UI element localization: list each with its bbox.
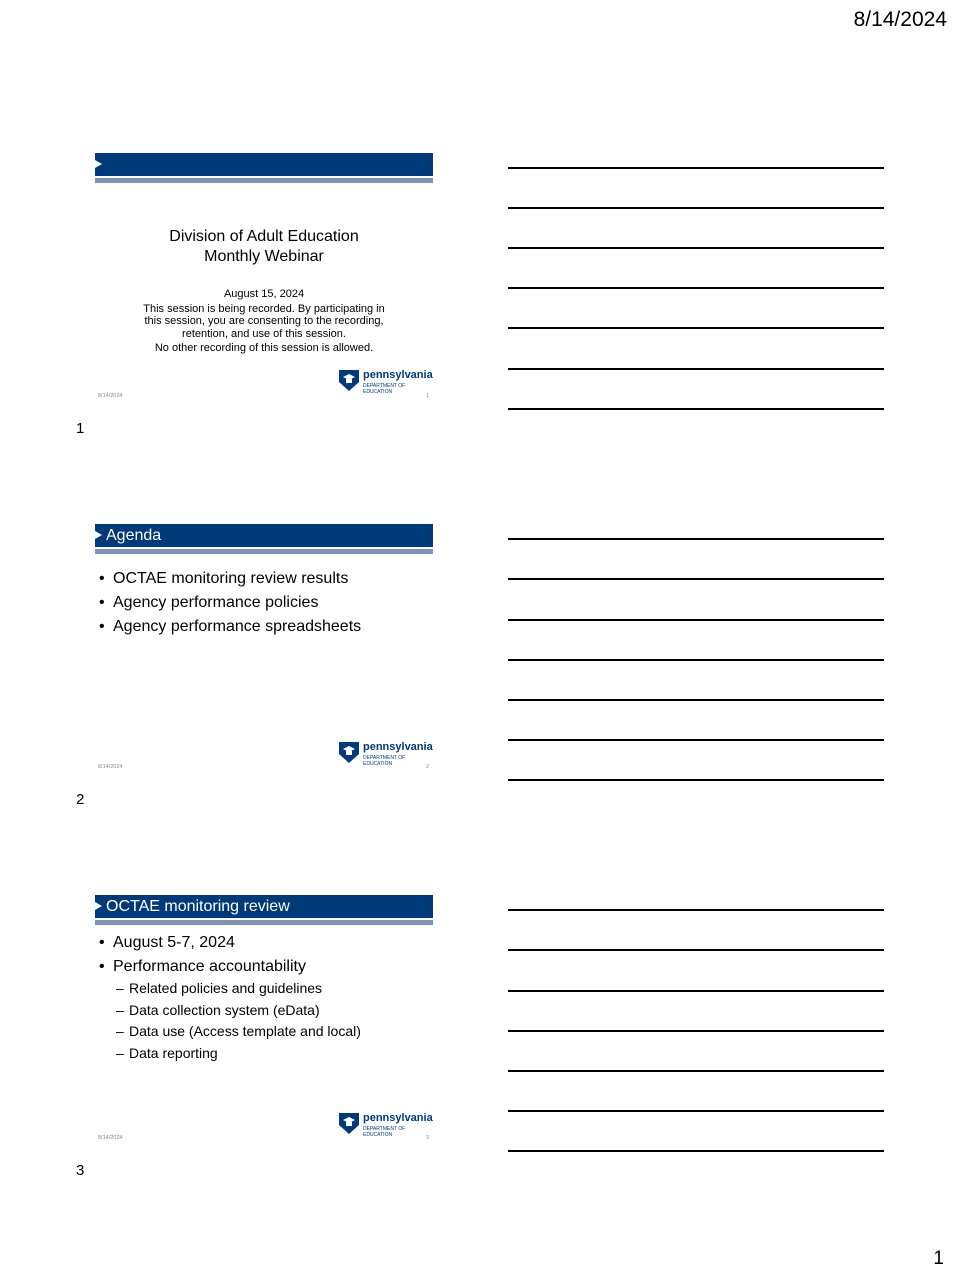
sub-bullet-list: [95, 978, 361, 1064]
pennsylvania-logo: [337, 1111, 433, 1138]
list-item: • Agency performance spreadsheets: [95, 615, 361, 639]
recording-notice: This session is being recorded. By participating in: [143, 302, 385, 315]
note-line: [508, 247, 884, 249]
note-line: [508, 408, 884, 410]
note-line: [508, 368, 884, 370]
logo-name: pennsylvania: [363, 741, 433, 753]
slide-2: [95, 524, 433, 774]
pennsylvania-logo: [337, 368, 433, 395]
recording-notice: this session, you are consenting to the recording,: [144, 315, 384, 327]
bullet-list: [95, 931, 306, 979]
slide-body: [117, 288, 411, 355]
logo-name: pennsylvania: [363, 1112, 433, 1124]
page-date: 8/14/2024: [853, 8, 947, 31]
slide-footer-number: 3: [425, 1135, 429, 1141]
note-line: [508, 327, 884, 329]
note-line: [508, 619, 884, 621]
logo-name: pennsylvania: [363, 369, 433, 381]
recording-notice: retention, and use of this session.: [182, 327, 346, 340]
note-line: [508, 699, 884, 701]
note-line: [508, 949, 884, 951]
keystone-icon: [337, 1111, 361, 1135]
note-line: [508, 167, 884, 169]
slide-1: [95, 153, 433, 403]
slide-title: Agenda: [106, 527, 162, 544]
slide-3: [95, 895, 433, 1145]
logo-subtitle: DEPARTMENT OF EDUCATION: [363, 383, 406, 395]
slide-title-bar: [95, 895, 433, 918]
title-underline: [95, 920, 433, 925]
bullet-list: [95, 567, 361, 639]
keystone-icon: [337, 740, 361, 764]
note-line: [508, 207, 884, 209]
arrow-icon: [95, 531, 102, 539]
session-date: August 15, 2024: [223, 288, 305, 300]
note-line: [508, 779, 884, 781]
note-line: [508, 909, 884, 911]
note-line: [508, 990, 884, 992]
slide-footer-number: 1: [425, 393, 429, 399]
list-item: – Data collection system (eData): [95, 1000, 361, 1022]
list-item: • Performance accountability: [95, 955, 306, 979]
recording-restriction: No other recording of this session is allowed.: [154, 342, 374, 354]
list-item: • August 5-7, 2024: [95, 931, 306, 955]
title-underline: [95, 549, 433, 554]
list-item: • OCTAE monitoring review results: [95, 567, 361, 591]
slide-title-bar: [95, 153, 433, 176]
note-line: [508, 739, 884, 741]
heading-line: Division of Adult Education: [169, 228, 359, 245]
note-line: [508, 1150, 884, 1152]
note-line: [508, 578, 884, 580]
note-line: [508, 659, 884, 661]
slide-title-bar: [95, 524, 433, 547]
list-item: – Related policies and guidelines: [95, 978, 361, 1000]
title-underline: [95, 178, 433, 183]
list-item: – Data use (Access template and local): [95, 1021, 361, 1043]
slide-footer-date: 8/14/2024: [98, 1135, 123, 1141]
logo-subtitle: DEPARTMENT OF EDUCATION: [363, 755, 406, 767]
note-line: [508, 1110, 884, 1112]
slide-index: 1: [76, 420, 85, 437]
arrow-icon: [95, 160, 102, 168]
keystone-icon: [337, 368, 361, 392]
slide-index: 3: [76, 1162, 85, 1179]
note-line: [508, 538, 884, 540]
slide-footer-number: 2: [425, 764, 429, 770]
slide-heading: [95, 227, 433, 267]
slide-footer-date: 8/14/2024: [98, 764, 123, 770]
arrow-icon: [95, 902, 102, 910]
slide-title: OCTAE monitoring review: [106, 898, 290, 915]
note-line: [508, 1030, 884, 1032]
pennsylvania-logo: [337, 740, 433, 767]
slide-index: 2: [76, 791, 85, 808]
heading-line: Monthly Webinar: [204, 248, 324, 265]
slide-footer-date: 8/14/2024: [98, 393, 123, 399]
page-number: 1: [933, 1248, 944, 1269]
note-line: [508, 1070, 884, 1072]
list-item: – Data reporting: [95, 1043, 361, 1065]
list-item: • Agency performance policies: [95, 591, 361, 615]
logo-subtitle: DEPARTMENT OF EDUCATION: [363, 1126, 406, 1138]
note-line: [508, 287, 884, 289]
